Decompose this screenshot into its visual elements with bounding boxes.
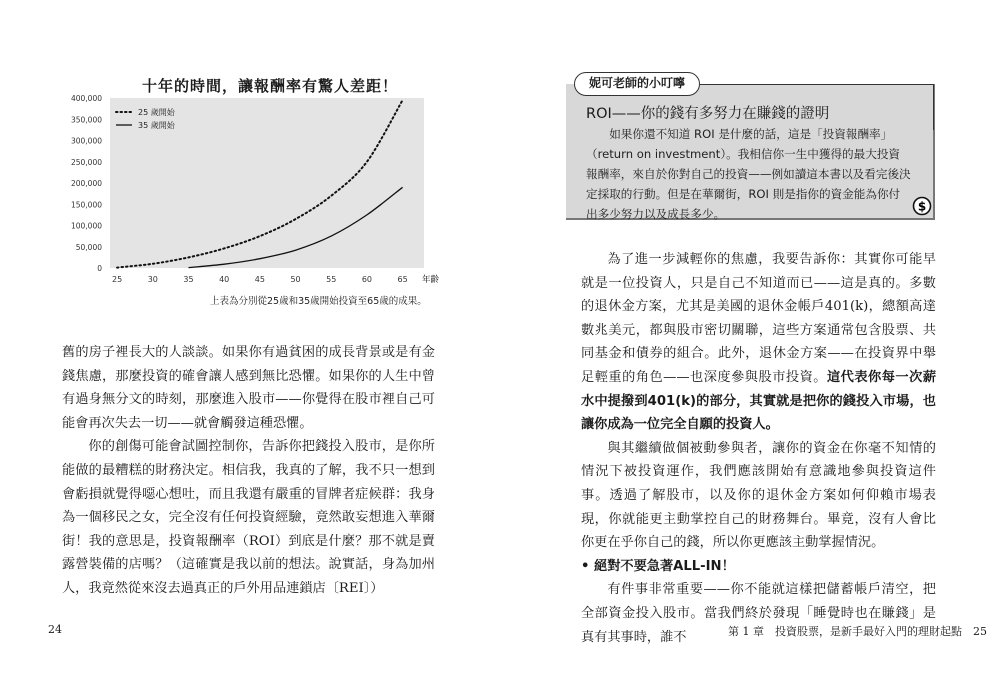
tip-heading: ROI——你的錢有多努力在賺錢的證明 (586, 106, 830, 122)
x-tick-label: 40 (219, 275, 230, 284)
svg-text:$: $ (917, 199, 927, 214)
page-number: 24 (48, 623, 62, 636)
y-tick-label: 100,000 (70, 221, 102, 231)
paragraph: 舊的房子裡長大的人談談。如果你有過貧困的成長背景或是有金錢焦慮，那麼投資的確會讓人感到無比恐懼。如果你的人生中曾有過身無分文的時刻，那麼進入股市——你覺得在股市裡自己可能會再次失去一切——就會觸發這種恐懼。 (62, 345, 435, 431)
paragraph: 有件事非常重要——你不能就這樣把儲蓄帳戶清空，把全部資金投入股市。當我們終於發現「睡覺時也在賺錢」是真有其事時，誰不 (581, 582, 936, 645)
y-tick-label: 150,000 (70, 200, 102, 210)
y-tick-label: 0 (97, 264, 102, 273)
x-axis-label: 年齡 (422, 275, 440, 285)
x-tick-label: 35 (183, 275, 194, 284)
y-tick-label: 250,000 (70, 157, 102, 167)
paragraph-bold-text: 這代表你每一次薪水中提撥到401(k)的部分，其實就是把你的錢投入市場，也讓你成為一位完全自願的投資人。 (581, 369, 937, 433)
tip-box-border (692, 84, 934, 85)
y-tick-label: 200,000 (70, 179, 102, 188)
paragraph: 與其繼續做個被動參與者，讓你的資金在你毫不知情的情況下被投資運作，我們應該開始有意識地參與投資這件事。透過了解股市，以及你的退休金方案如何仰賴市場表現，你就能更主動掌控自己的財務舞台。畢竟，沒有人會比你更在乎你自己的錢，所以你更應該主動掌握情況。 (581, 440, 936, 551)
x-tick-label: 65 (397, 275, 408, 284)
x-tick-label: 45 (254, 275, 265, 284)
line-chart (60, 88, 440, 293)
dollar-coin-icon (912, 196, 932, 216)
running-footer: 第 1 章 投資股票，是新手最好入門的理財起點 25 (728, 625, 987, 638)
x-tick-label: 55 (326, 275, 337, 284)
chart-title: 十年的時間，讓報酬率有驚人差距！ (141, 77, 398, 95)
tip-tab-label: 妮可老師的小叮嚀 (574, 72, 700, 96)
tip-body (586, 124, 911, 224)
y-tick-label: 350,000 (70, 115, 102, 125)
paragraph (581, 248, 936, 437)
y-tick-label: 300,000 (70, 136, 102, 146)
y-tick-label: 50,000 (75, 242, 102, 252)
paragraph: 你的創傷可能會試圖控制你，告訴你把錢投入股市，是你所能做的最糟糕的財務決定。相信我，我真的了解，我不只一想到會虧損就覺得噁心想吐，而且我還有嚴重的冒牌者症候群：我身為一個移民之女，完全沒有任何投資經驗，竟然敢妄想進入華爾街！我的意思是，投資報酬率（ROI）到底是什麼？那不就是賣露營裝備的店嗎？（這確實是我以前的想法。說實話，身為加州人，我竟然從來沒去過真正的戶外用品連鎖店〔REI〕） (62, 439, 435, 596)
bullet-heading: • 絕對不要急著ALL-IN！ (581, 558, 735, 574)
tip-box-border (933, 84, 934, 130)
x-tick-label: 60 (361, 275, 373, 284)
x-tick-label: 50 (290, 275, 301, 284)
legend-label: 35 歲開始 (138, 121, 175, 130)
legend-label: 25 歲開始 (138, 108, 175, 117)
x-tick-label: 30 (147, 275, 158, 284)
y-tick-label: 400,000 (70, 94, 102, 103)
x-axis-ticks (112, 275, 408, 284)
left-body-text (62, 341, 435, 601)
right-body-text (581, 248, 936, 649)
y-axis-ticks (71, 94, 102, 273)
paragraph-text: 為了進一步減輕你的焦慮，我要告訴你：其實你可能早就是一位投資人，只是自己不知道而已——這是真的。多數的退休金方案，尤其是美國的退休金帳戶401(k)，總額高達數兆美元，都與股市密切關聯，這些方案通常包含股票、共同基金和債券的組合。此外，退休金方案——在投資界中舉足輕重的角色——也深度參與股市投資。 (581, 252, 936, 385)
x-tick-label: 25 (112, 275, 123, 284)
chart-caption: 上表為分別從25歲和35歲開始投資至65歲的成果。 (210, 296, 427, 307)
tip-paragraph: 如果你還不知道 ROI 是什麼的話，這是「投資報酬率」（return on investment）。我相信你一生中獲得的最大投資報酬率，來自於你對自己的投資——例如讀這本書以及看完後決定採取的行動。但是在華爾街，ROI 則是指你的資金能為你付出多少努力以及成長多少。 (586, 127, 911, 221)
